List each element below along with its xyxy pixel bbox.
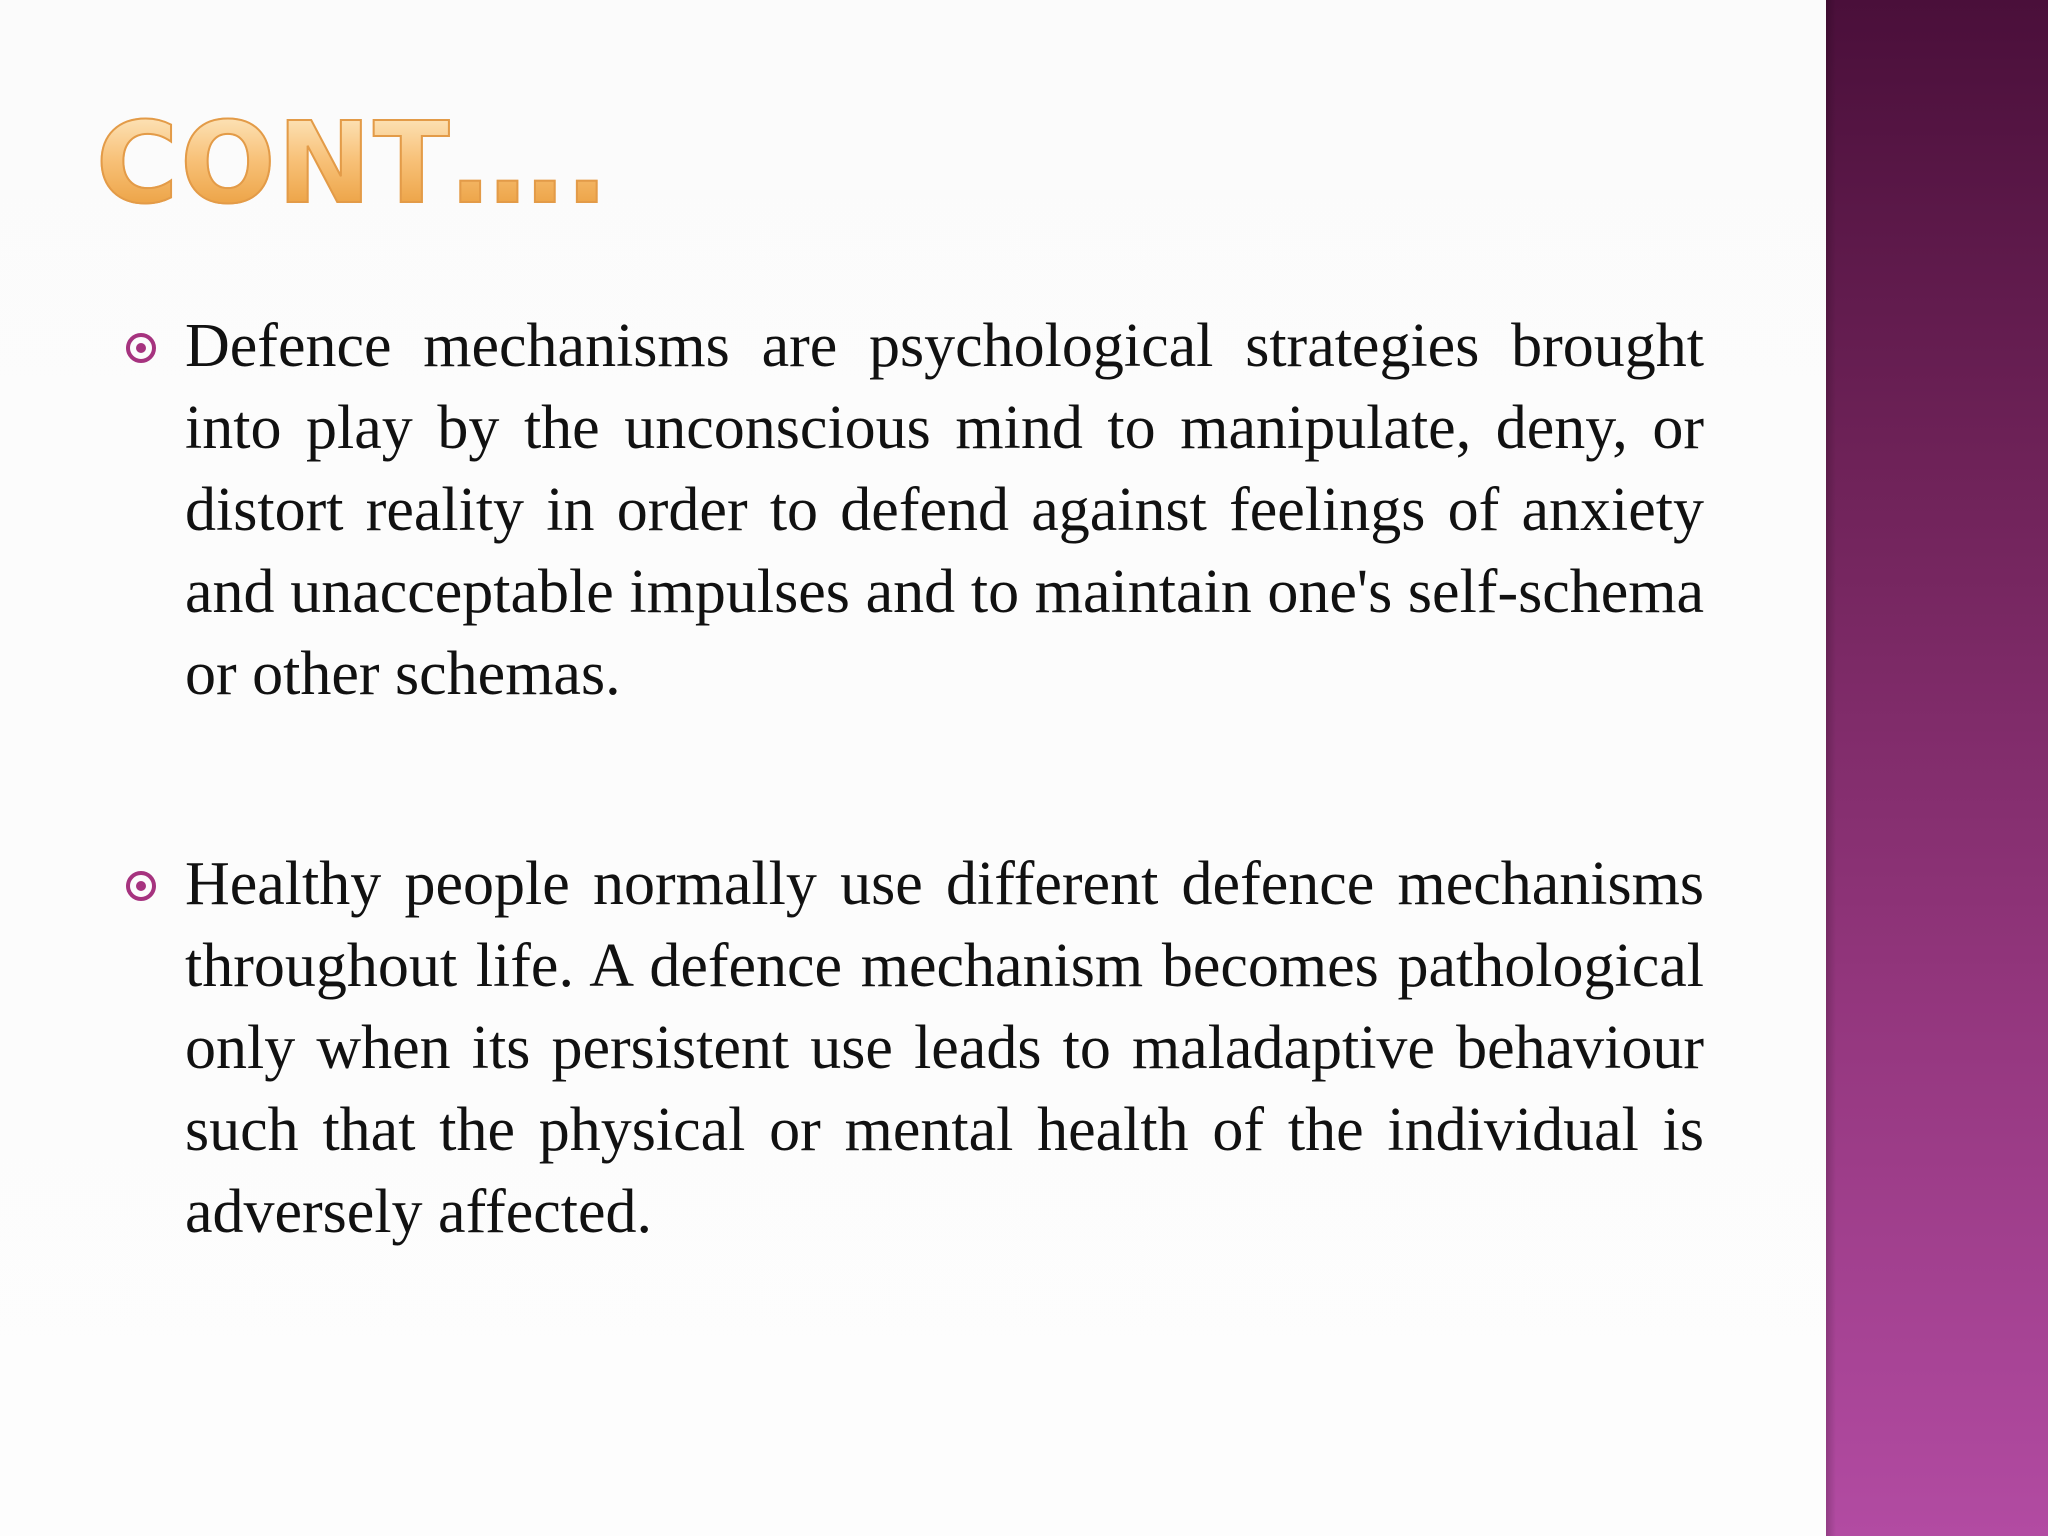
- slide-title: CONT….: [96, 99, 611, 229]
- decorative-side-band: [1826, 0, 2048, 1536]
- bullet-icon: [126, 871, 156, 901]
- bullet-text: Defence mechanisms are psychological strategies brought into play by the unconscious mind to manipulate, deny, or distort reality in order to defend against feelings of anxiety and unacceptable impulses and to maintain one's self-schema or other schemas.: [185, 312, 1704, 708]
- bullet-text: Healthy people normally use different defence mechanisms throughout life. A defence mechanism becomes pathological only when its persistent use leads to maladaptive behaviour such that the physical or mental health of the individual is adversely affected.: [185, 850, 1704, 1246]
- bullet-list: [126, 305, 1704, 1381]
- bullet-item: [126, 305, 1704, 715]
- bullet-item: [126, 843, 1704, 1253]
- bullet-icon: [126, 333, 156, 363]
